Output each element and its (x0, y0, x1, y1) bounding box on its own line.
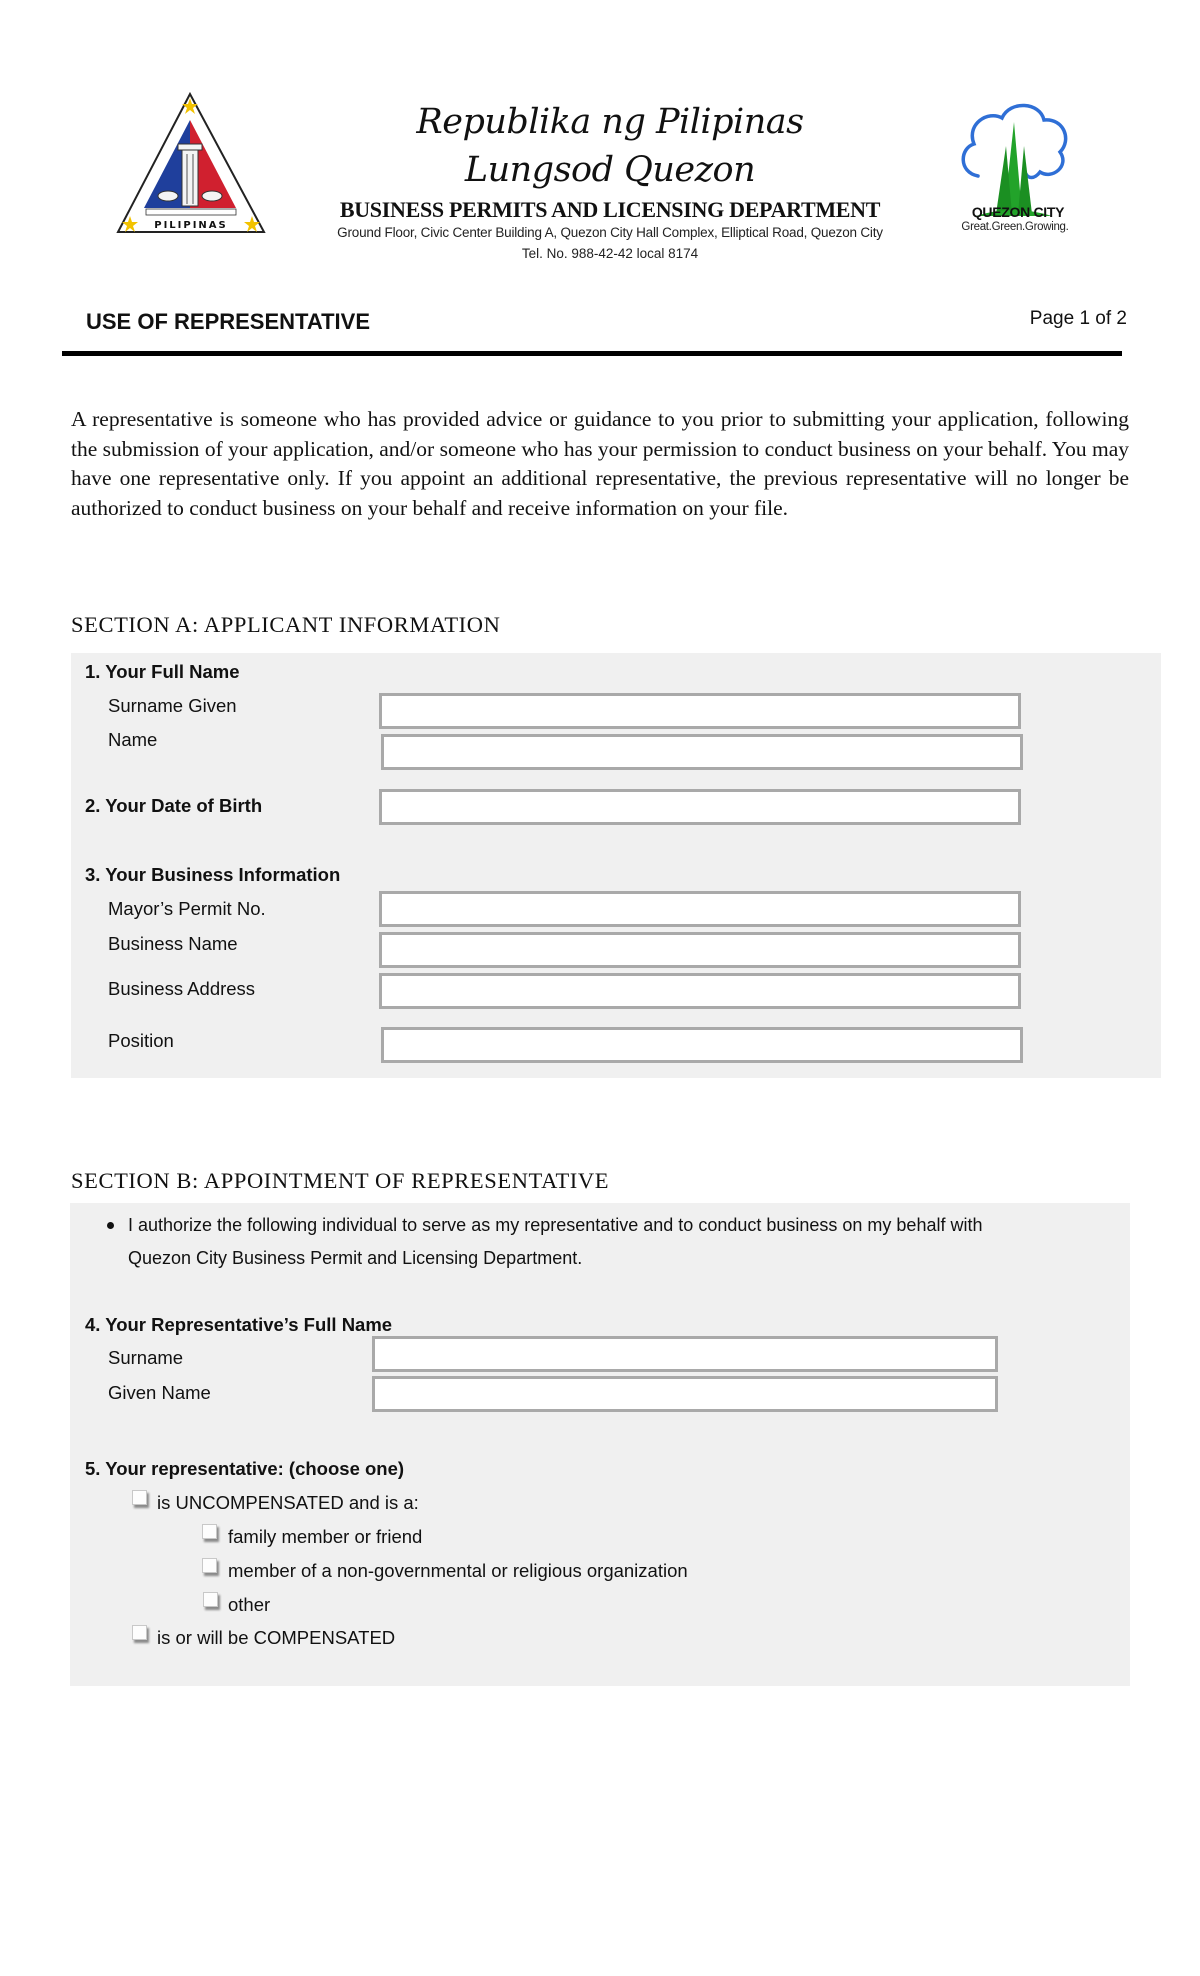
q2-label: 2. Your Date of Birth (85, 795, 263, 816)
rep-given-name-label: Given Name (108, 1382, 211, 1403)
rep-surname-label: Surname (108, 1347, 184, 1368)
title-divider (62, 351, 1122, 356)
ngo-religious-option-label: member of a non-governmental or religious organization (228, 1560, 688, 1581)
business-address-label: Business Address (108, 978, 256, 999)
family-friend-option-label: family member or friend (228, 1526, 423, 1547)
q3-label: 3. Your Business Information (85, 864, 341, 885)
q1-label: 1. Your Full Name (85, 661, 240, 682)
page-indicator: Page 1 of 2 (1029, 308, 1127, 329)
mayors-permit-input[interactable] (379, 891, 1021, 927)
rep-given-name-input[interactable] (372, 1376, 998, 1412)
q5-label: 5. Your representative: (choose one) (85, 1458, 405, 1479)
business-name-input[interactable] (379, 932, 1021, 968)
letterhead-department: BUSINESS PERMITS AND LICENSING DEPARTMENT (339, 197, 881, 222)
qc-logo-tagline: Great.Green.Growing. (961, 221, 1069, 233)
compensated-option-label: is or will be COMPENSATED (157, 1627, 396, 1648)
letterhead-address: Ground Floor, Civic Center Building A, Quezon City Hall Complex, Elliptical Road, Quezon City (337, 225, 883, 240)
mayors-permit-label: Mayor’s Permit No. (108, 898, 266, 919)
position-label: Position (108, 1030, 174, 1051)
family-friend-checkbox[interactable] (202, 1524, 217, 1539)
authorization-line-2: Quezon City Business Permit and Licensing Department. (128, 1248, 583, 1268)
letterhead-republika: Republika ng Pilipinas (416, 102, 804, 142)
q4-label: 4. Your Representative’s Full Name (85, 1314, 393, 1335)
applicant-surname-given-input[interactable] (379, 693, 1021, 729)
compensated-checkbox[interactable] (132, 1625, 147, 1640)
authorization-line-1: I authorize the following individual to serve as my representative and to conduct business on my behalf with (128, 1215, 983, 1235)
name-label: Name (108, 729, 158, 750)
date-of-birth-input[interactable] (379, 789, 1021, 825)
bullet-icon (107, 1222, 114, 1229)
business-address-input[interactable] (379, 973, 1021, 1009)
surname-given-label: Surname Given (108, 695, 237, 716)
letterhead-lungsod: Lungsod Quezon (464, 150, 756, 190)
applicant-name-input[interactable] (381, 734, 1023, 770)
quezon-city-seal-logo (112, 88, 272, 238)
other-option-label: other (228, 1594, 271, 1615)
ngo-religious-checkbox[interactable] (202, 1558, 217, 1573)
uncompensated-option-label: is UNCOMPENSATED and is a: (157, 1492, 419, 1513)
business-name-label: Business Name (108, 933, 238, 954)
intro-paragraph: A representative is someone who has provided advice or guidance to you prior to submitting your application, following the submission of your application, and/or someone who has your permission to conduct business on your behalf. You may have one representative only. If you appoint an additional representative, the previous representative will no longer be authorized to conduct business on your behalf and receive information on your file. (71, 407, 1129, 520)
svg-text:PILIPINAS: PILIPINAS (154, 220, 228, 231)
section-b-title: SECTION B: APPOINTMENT OF REPRESENTATIVE (71, 1168, 610, 1193)
letterhead-telephone: Tel. No. 988-42-42 local 8174 (521, 246, 699, 261)
position-input[interactable] (381, 1027, 1023, 1063)
uncompensated-checkbox[interactable] (132, 1490, 147, 1505)
seal-icon (112, 88, 272, 238)
qc-logo-name: QUEZON CITY (971, 204, 1065, 220)
section-a-title: SECTION A: APPLICANT INFORMATION (71, 612, 501, 637)
document-title: USE OF REPRESENTATIVE (86, 309, 371, 334)
rep-surname-input[interactable] (372, 1336, 998, 1372)
other-checkbox[interactable] (203, 1592, 218, 1607)
